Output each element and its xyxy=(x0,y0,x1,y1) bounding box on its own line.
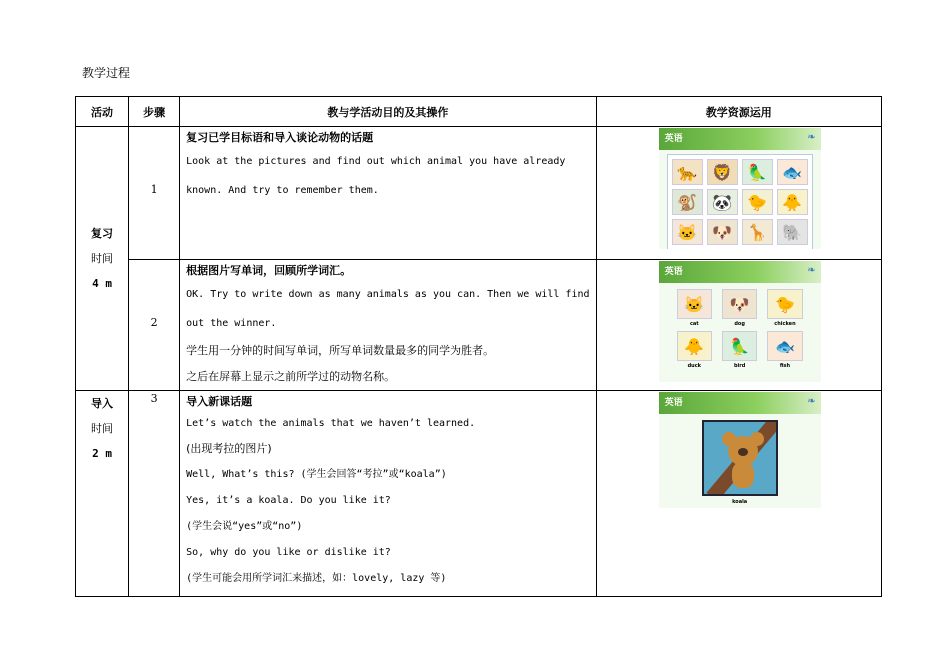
step-line: known. And try to remember them. xyxy=(186,185,379,196)
step-title: 导入新课话题 xyxy=(186,395,253,408)
animal-duck-icon: 🐥 xyxy=(677,331,712,361)
step-line: (学生会说“yes”或“no”) xyxy=(186,521,303,532)
resource-cell xyxy=(596,391,881,597)
header-resource: 教学资源运用 xyxy=(596,97,881,127)
animal-cat-icon: 🐱 xyxy=(672,219,703,245)
animal-duckling-icon: 🐥 xyxy=(777,189,808,215)
slide-banner xyxy=(659,128,821,150)
animal-label: duck xyxy=(687,363,702,369)
step-line: Let’s watch the animals that we haven’t learned. xyxy=(186,418,476,429)
animal-label: dog xyxy=(734,321,745,327)
step-line: So, why do you like or dislike it? xyxy=(186,547,391,558)
activity-name: 导入 xyxy=(91,397,114,410)
animal-monkey-icon: 🐒 xyxy=(672,189,703,215)
step-line: OK. Try to write down as many animals as you can. Then we will find xyxy=(186,289,590,300)
step-number: 3 xyxy=(129,391,180,597)
resource-cell xyxy=(596,260,881,391)
animal-bird-icon: 🦜 xyxy=(722,331,757,361)
animal-label: koala xyxy=(732,499,748,505)
animal-cat-icon: 🐱 xyxy=(677,289,712,319)
activity-duration: 2 m xyxy=(92,447,112,460)
header-step: 步骤 xyxy=(129,97,180,127)
animal-giraffe-icon: 🦒 xyxy=(742,219,773,245)
slide-banner xyxy=(659,261,821,283)
page-heading: 教学过程 xyxy=(82,66,131,80)
activity-time-label: 时间 xyxy=(91,422,114,435)
operation-cell xyxy=(180,260,597,391)
activity-intro xyxy=(76,391,129,597)
activity-review xyxy=(76,127,129,391)
operation-cell xyxy=(180,391,597,597)
slide-logo: 英语 xyxy=(664,134,683,144)
activity-duration: 4 m xyxy=(92,277,112,290)
slide-image-animals xyxy=(659,128,821,249)
step-line: Look at the pictures and find out which animal you have already xyxy=(186,156,566,167)
animal-chick-icon: 🐤 xyxy=(742,189,773,215)
animal-label: fish xyxy=(779,363,791,369)
table-row xyxy=(76,127,882,260)
animal-label: chicken xyxy=(774,321,796,327)
animal-fish-icon: 🐟 xyxy=(767,331,802,361)
activity-time-label: 时间 xyxy=(91,252,114,265)
animal-chicken-icon: 🐤 xyxy=(767,289,802,319)
animal-parrot-icon: 🦜 xyxy=(742,159,773,185)
animal-dog-icon: 🐶 xyxy=(707,219,738,245)
lesson-plan-table xyxy=(75,96,882,597)
animal-leopard-icon: 🐆 xyxy=(672,159,703,185)
operation-cell xyxy=(180,127,597,260)
animal-label: bird xyxy=(733,363,746,369)
step-number: 2 xyxy=(129,260,180,391)
step-title: 复习已学目标语和导入谈论动物的话题 xyxy=(186,131,374,144)
koala-picture xyxy=(702,420,778,496)
header-operation: 教与学活动目的及其操作 xyxy=(180,97,597,127)
slide-logo: 英语 xyxy=(664,267,683,277)
animal-dog-icon: 🐶 xyxy=(722,289,757,319)
slide-logo: 英语 xyxy=(664,398,683,408)
step-number: 1 xyxy=(129,127,180,260)
step-title: 根据图片写单词，回顾所学词汇。 xyxy=(186,264,352,277)
animal-panda-icon: 🐼 xyxy=(707,189,738,215)
animal-label: cat xyxy=(689,321,699,327)
animal-elephant-icon: 🐘 xyxy=(777,219,808,245)
table-row xyxy=(76,391,882,597)
resource-cell xyxy=(596,127,881,260)
bird-icon: ❧ xyxy=(807,396,816,407)
step-line: 之后在屏幕上显示之前所学过的动物名称。 xyxy=(186,370,396,383)
step-line: 学生用一分钟的时间写单词，所写单词数量最多的同学为胜者。 xyxy=(186,344,495,357)
step-line: Yes, it’s a koala. Do you like it? xyxy=(186,495,391,506)
animal-fish-icon: 🐟 xyxy=(777,159,808,185)
bird-icon: ❧ xyxy=(807,132,816,143)
header-activity: 活动 xyxy=(76,97,129,127)
slide-image-words xyxy=(659,261,821,382)
activity-name: 复习 xyxy=(91,227,114,240)
step-line: out the winner. xyxy=(186,318,277,329)
animal-lion-icon: 🦁 xyxy=(707,159,738,185)
table-row xyxy=(76,260,882,391)
slide-image-koala xyxy=(659,392,821,508)
step-line: (学生可能会用所学词汇来描述，如：lovely, lazy 等) xyxy=(186,573,447,584)
table-header-row xyxy=(76,97,882,127)
step-line: (出现考拉的图片) xyxy=(186,442,272,455)
slide-banner xyxy=(659,392,821,414)
step-line: Well, What’s this? (学生会回答“考拉”或“koala”) xyxy=(186,469,447,480)
bird-icon: ❧ xyxy=(807,265,816,276)
